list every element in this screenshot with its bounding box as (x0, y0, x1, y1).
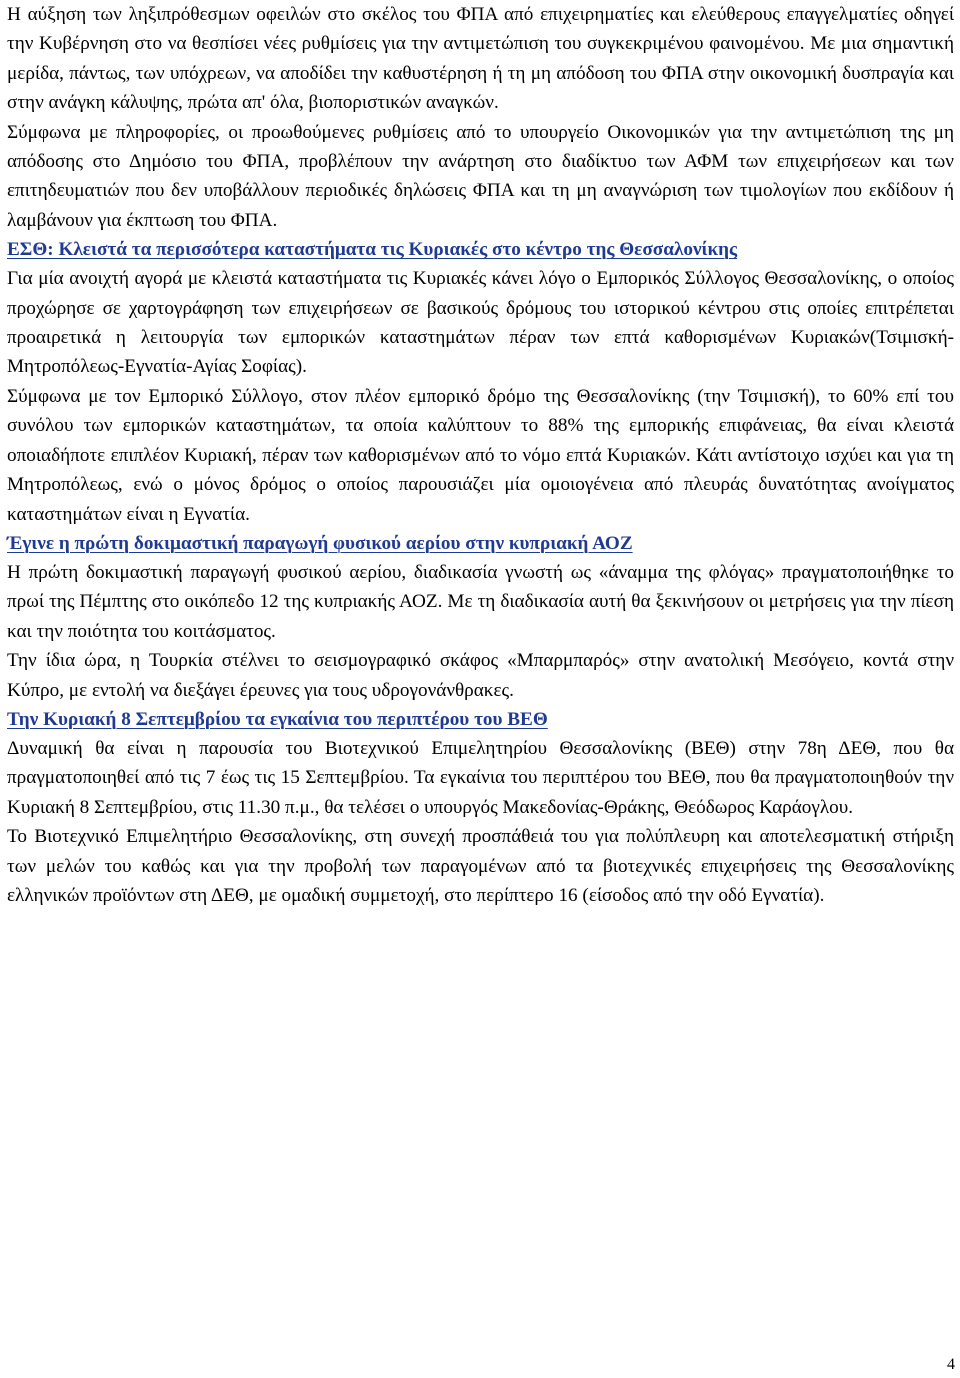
heading-esth-sunday-closures: ΕΣΘ: Κλειστά τα περισσότερα καταστήματα τις Κυριακές στο κέντρο της Θεσσαλονίκης (7, 239, 738, 261)
heading-beth-pavilion: Την Κυριακή 8 Σεπτεμβρίου τα εγκαίνια του περιπτέρου του ΒΕΘ (7, 708, 548, 730)
paragraph-first-gas-test: Η πρώτη δοκιμαστική παραγωγή φυσικού αερίου, διαδικασία γνωστή ως «άναμμα της φλόγας» πραγματοποιήθηκε το πρωί της Πέμπτης στο οικόπεδο 12 της κυπριακής ΑΟΖ. Με τη διαδικασία αυτή θα ξεκινήσουν οι μετρήσεις για την πίεση και την ποιότητα του κοιτάσματος. (7, 561, 954, 642)
paragraph-beth-support: Το Βιοτεχνικό Επιμελητήριο Θεσσαλονίκης, στη συνεχή προσπάθειά του για πολύπλευρη και αποτελεσματική στήριξη των μελών του καθώς και για την προβολή των παραγομένων από τα βιοτεχνικές επιχειρήσεις της Θεσσαλονίκης ελληνικών προϊόντων στη ΔΕΘ, με ομαδική συμμετοχή, στο περίπτερο 16 (είσοδος από την οδό Εγνατία). (7, 826, 954, 906)
paragraph-open-market: Για μία ανοιχτή αγορά με κλειστά καταστήματα τις Κυριακές κάνει λόγο ο Εμπορικός Σύλλογος Θεσσαλονίκης, ο οποίος προχώρησε σε χαρτογράφηση των επιχειρήσεων σε βασικούς δρόμους του ιστορικού κέντρου στις οποίες επιτρέπεται προαιρετικά η λειτουργία των εμπορικών καταστημάτων πέραν των επτά καθορισμένων Κυριακών(Τσιμισκή-Μητροπόλεως-Εγνατία-Αγίας Σοφίας). (7, 268, 954, 378)
paragraph-tsimiski-statistics: Σύμφωνα με τον Εμπορικό Σύλλογο, στον πλέον εμπορικό δρόμο της Θεσσαλονίκης (την Τσιμισκή), το 60% επί του συνόλου των εμπορικών καταστημάτων, τα οποία καλύπτουν το 88% της εμπορικής επιφάνειας, θα είναι κλειστά οποιαδήποτε επιπλέον Κυριακή, πέραν των καθορισμένων από το νόμο επτά Κυριακών. Κάτι αντίστοιχο ισχύει και για τη Μητροπόλεως, ενώ ο μόνος δρόμος ο οποίος παρουσιάζει μία ομοιογένεια από πλευράς δυνατότητας ανοίγματος καταστημάτων είναι η Εγνατία. (7, 385, 954, 525)
heading-cyprus-gas-production: Έγινε η πρώτη δοκιμαστική παραγωγή φυσικού αερίου στην κυπριακή ΑΟΖ (7, 532, 633, 554)
paragraph-beth-presence: Δυναμική θα είναι η παρουσία του Βιοτεχνικού Επιμελητηρίου Θεσσαλονίκης (ΒΕΘ) στην 78η ΔΕΘ, που θα πραγματοποιηθεί από τις 7 έως τις 15 Σεπτεμβρίου. Τα εγκαίνια του περιπτέρου του ΒΕΘ, που θα πραγματοποιηθούν την Κυριακή 8 Σεπτεμβρίου, στις 11.30 π.μ., θα τελέσει ο υπουργός Μακεδονίας-Θράκης, Θεόδωρος Καράογλου. (7, 737, 954, 818)
paragraph-vat-regulations: Σύμφωνα με πληροφορίες, οι προωθούμενες ρυθμίσεις από το υπουργείο Οικονομικών για την αντιμετώπιση της μη απόδοσης στο Δημόσιο του ΦΠΑ, προβλέπουν την ανάρτηση στο διαδίκτυο των ΑΦΜ των επιχειρήσεων και των επιτηδευματιών που δεν υποβάλλουν περιοδικές δηλώσεις ΦΠΑ και τη μη αναγνώριση των τιμολογίων που εκδίδουν ή λαμβάνουν για έκπτωση του ΦΠΑ. (7, 121, 954, 231)
paragraph-barbaros-vessel: Την ίδια ώρα, η Τουρκία στέλνει το σεισμογραφικό σκάφος «Μπαρμπαρός» στην ανατολική Μεσόγειο, κοντά στην Κύπρο, με εντολή να διεξάγει έρευνες για τους υδρογονάνθρακες. (7, 650, 954, 701)
paragraph-vat-arrears: Η αύξηση των ληξιπρόθεσμων οφειλών στο σκέλος του ΦΠΑ από επιχειρηματίες και ελεύθερους επαγγελματίες οδηγεί την Κυβέρνηση στο να θεσπίσει νέες ρυθμίσεις για την αντιμετώπιση του συγκεκριμένου φαινομένου. Με μια σημαντική μερίδα, πάντως, των υπόχρεων, να αποδίδει την καθυστέρηση ή τη μη απόδοση του ΦΠΑ στην οικονομική δυσπραγία και στην ανάγκη κάλυψης, πρώτα απ' όλα, βιοποριστικών αναγκών. (7, 4, 954, 114)
page-number: 4 (947, 1356, 955, 1373)
document-page (7, 0, 954, 910)
